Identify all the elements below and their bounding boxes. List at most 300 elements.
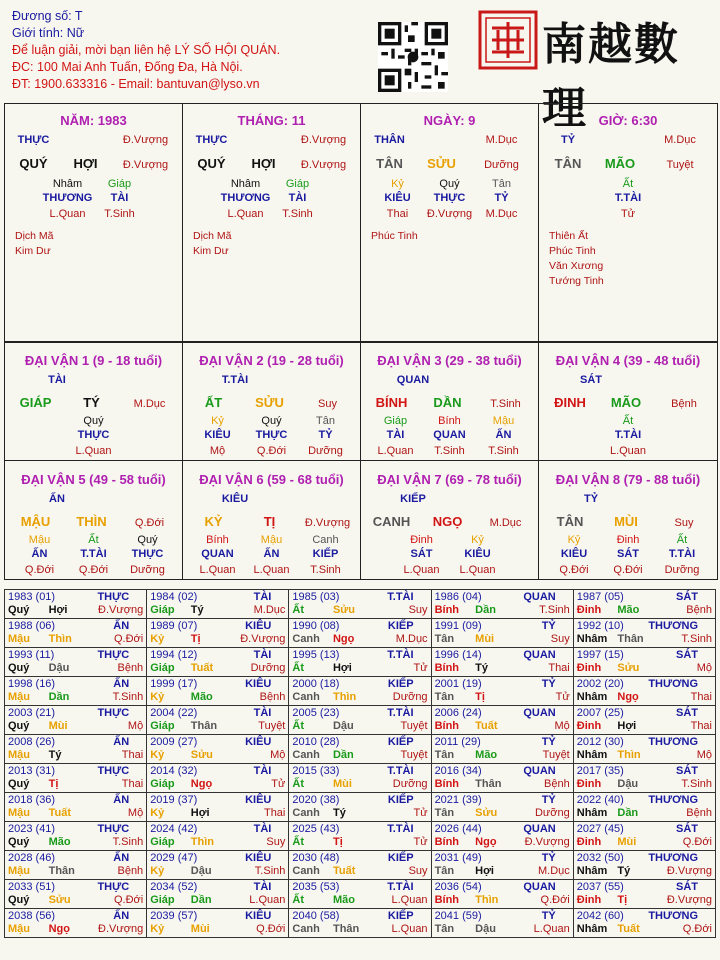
year-cell xyxy=(5,764,147,793)
year-label: 2021 (39) xyxy=(434,794,482,806)
cell-row xyxy=(539,156,717,171)
year-label: 2031 (49) xyxy=(434,852,482,864)
year-cell xyxy=(431,822,573,851)
branch-state: Tuyệt xyxy=(666,159,694,171)
year-state: Thai xyxy=(121,778,144,790)
year-state: T.Sinh xyxy=(112,691,144,703)
year-label: 2018 (36) xyxy=(8,794,56,806)
year-state: Bệnh xyxy=(117,662,144,674)
dai-van-god: SÁT xyxy=(580,374,602,386)
cell-row xyxy=(361,208,538,220)
year-branch: Tị xyxy=(475,691,485,703)
year-line xyxy=(150,736,285,749)
year-stem: Canh xyxy=(292,749,320,761)
year-state: Bệnh xyxy=(544,778,570,790)
dai-van-cell xyxy=(539,341,717,460)
year-branch: Hợi xyxy=(617,720,637,732)
year-stem-branch xyxy=(150,691,285,704)
earthly-branch: HỢI xyxy=(73,156,98,171)
year-stem: Mậu xyxy=(8,691,30,703)
year-label: 1983 (01) xyxy=(8,591,56,603)
year-stem-branch xyxy=(8,778,143,791)
year-line xyxy=(435,591,570,604)
table-row xyxy=(5,764,716,793)
table-row xyxy=(5,590,716,619)
year-god: T.TÀI xyxy=(387,591,414,603)
cell-row xyxy=(5,395,182,410)
year-line xyxy=(150,852,285,865)
cell-row xyxy=(539,134,717,146)
year-god: T.TÀI xyxy=(387,765,414,777)
year-cell xyxy=(289,648,431,677)
year-stem: Nhâm xyxy=(576,923,608,935)
year-branch: Mão xyxy=(617,604,640,616)
year-god: TÀI xyxy=(253,881,272,893)
year-cell xyxy=(5,822,147,851)
year-stem-branch xyxy=(577,691,712,704)
year-god: THỰC xyxy=(97,707,130,719)
year-stem: Canh xyxy=(292,691,320,703)
hidden-stem: Ất xyxy=(88,534,99,546)
year-line xyxy=(8,707,143,720)
year-stem: Tân xyxy=(434,865,455,877)
year-stem-branch xyxy=(435,923,570,936)
hidden-god: T.TÀI xyxy=(614,192,642,204)
year-branch: Thân xyxy=(332,923,360,935)
can-state: M.Dục xyxy=(485,134,518,146)
hidden-god: TÀI xyxy=(288,192,307,204)
year-stem: Nhâm xyxy=(576,691,608,703)
year-god: THƯƠNG xyxy=(648,794,698,806)
cell-row xyxy=(539,445,717,457)
year-god: SÁT xyxy=(676,591,698,603)
cell-row xyxy=(539,548,717,560)
year-line xyxy=(577,881,712,894)
year-stem: Đinh xyxy=(576,836,602,848)
hidden-state: Dưỡng xyxy=(130,564,165,576)
year-stem-branch xyxy=(435,865,570,878)
year-god: KIÊU xyxy=(245,794,272,806)
table-row xyxy=(5,909,716,938)
year-god: KIÊU xyxy=(245,620,272,632)
hidden-god: T.TÀI xyxy=(614,429,642,441)
year-state: T.Sinh xyxy=(681,778,712,790)
year-stem: Quý xyxy=(8,604,30,616)
year-god: KIÊU xyxy=(245,736,272,748)
year-state: M.Dục xyxy=(395,633,428,645)
hidden-state: L.Quan xyxy=(75,445,112,457)
seal-logo-icon xyxy=(478,10,538,70)
year-line xyxy=(150,765,285,778)
star-label: Phúc Tinh xyxy=(371,230,418,242)
year-stem: Đinh xyxy=(576,894,602,906)
year-line xyxy=(8,852,143,865)
year-stem-branch xyxy=(150,778,285,791)
earthly-branch: THÌN xyxy=(76,514,107,529)
year-label: 2038 (56) xyxy=(8,910,56,922)
dai-van-title: ĐẠI VẬN 6 (59 - 68 tuổi) xyxy=(199,472,344,487)
year-line xyxy=(577,707,712,720)
table-row xyxy=(5,677,716,706)
year-branch: Mão xyxy=(332,894,355,906)
year-cell xyxy=(573,619,715,648)
year-stem: Mậu xyxy=(8,923,30,935)
year-stem-branch xyxy=(150,662,285,675)
year-state: Bệnh xyxy=(117,865,144,877)
year-god: KIÊU xyxy=(245,910,272,922)
year-stem-branch xyxy=(8,807,143,820)
year-branch: Ngọ xyxy=(190,778,213,790)
cell-row xyxy=(361,192,538,204)
hidden-god: THƯƠNG xyxy=(220,192,271,204)
year-stem-branch xyxy=(292,778,427,791)
year-branch: Tuất xyxy=(475,720,498,732)
year-label: 2026 (44) xyxy=(434,823,482,835)
year-label: 2027 (45) xyxy=(576,823,624,835)
hidden-stem: Giáp xyxy=(383,415,408,427)
year-cell xyxy=(5,706,147,735)
hidden-stem: Nhâm xyxy=(230,178,261,190)
year-line xyxy=(577,620,712,633)
year-cell xyxy=(573,764,715,793)
branch-state: Bệnh xyxy=(671,398,697,410)
hidden-state: Đ.Vượng xyxy=(426,208,473,220)
earthly-branch: TỊ xyxy=(263,514,276,529)
year-label: 2020 (38) xyxy=(292,794,340,806)
owner-line: Đương số: T xyxy=(12,9,83,23)
earthly-branch: MÙI xyxy=(614,514,638,529)
year-state: Tử xyxy=(555,691,570,703)
year-line xyxy=(577,910,712,923)
year-stem: Quý xyxy=(8,894,30,906)
year-state: T.Sinh xyxy=(254,865,286,877)
year-god: THỰC xyxy=(97,591,130,603)
hidden-god: QUAN xyxy=(433,429,466,441)
hidden-stem: Mậu xyxy=(260,534,283,546)
year-line xyxy=(577,852,712,865)
year-label: 1986 (04) xyxy=(434,591,482,603)
year-label: 2005 (23) xyxy=(292,707,340,719)
hidden-god: T.TÀI xyxy=(668,548,696,560)
year-stem-branch xyxy=(292,749,427,762)
year-cell xyxy=(5,677,147,706)
year-cell xyxy=(289,851,431,880)
year-state: Tuyệt xyxy=(542,749,570,761)
year-stem-branch xyxy=(435,778,570,791)
year-god: T.TÀI xyxy=(387,823,414,835)
year-stem: Canh xyxy=(292,633,320,645)
year-state: Đ.Vượng xyxy=(98,604,144,616)
year-cell xyxy=(5,909,147,938)
heavenly-stem: ĐINH xyxy=(554,395,586,410)
cell-row xyxy=(183,208,360,220)
year-branch: Thìn xyxy=(475,894,499,906)
can-state: Đ.Vượng xyxy=(300,134,347,146)
year-state: Bệnh xyxy=(686,807,712,819)
year-stem: Tân xyxy=(434,923,455,935)
year-cell xyxy=(431,619,573,648)
year-label: 1997 (15) xyxy=(576,649,624,661)
year-god: QUAN xyxy=(523,649,556,661)
year-god: TÀI xyxy=(253,707,272,719)
year-label: 1998 (16) xyxy=(8,678,56,690)
earthly-branch: MÃO xyxy=(610,395,642,410)
hidden-god: QUAN xyxy=(201,548,234,560)
year-stem: Kỷ xyxy=(150,865,165,877)
year-label: 2019 (37) xyxy=(150,794,198,806)
year-cell xyxy=(5,793,147,822)
year-line xyxy=(8,910,143,923)
year-cell xyxy=(147,706,289,735)
year-stem: Đinh xyxy=(576,778,602,790)
year-god: ẤN xyxy=(113,736,130,748)
year-label: 1996 (14) xyxy=(434,649,482,661)
cell-row xyxy=(361,156,538,171)
year-stem: Kỷ xyxy=(150,807,165,819)
star-label: Kim Dư xyxy=(193,245,229,257)
year-cell xyxy=(289,619,431,648)
contact-line: Để luận giải, mời bạn liên hệ LÝ SỐ HỘI QUÁN. xyxy=(12,43,281,57)
hidden-god: SÁT xyxy=(617,548,639,560)
branch-state: Q.Đới xyxy=(134,517,165,529)
year-state: Thai xyxy=(690,691,712,703)
year-stem: Canh xyxy=(292,923,320,935)
year-label: 2002 (20) xyxy=(576,678,624,690)
hidden-stem: Ất xyxy=(676,534,688,546)
branch-state: T.Sinh xyxy=(490,398,521,410)
year-state: Đ.Vượng xyxy=(98,923,144,935)
year-label: 2017 (35) xyxy=(576,765,624,777)
cell-row xyxy=(539,564,717,576)
year-cell xyxy=(147,677,289,706)
year-label: 2024 (42) xyxy=(150,823,198,835)
dai-van-title: ĐẠI VẬN 2 (19 - 28 tuổi) xyxy=(199,353,344,368)
heavenly-stem: KỶ xyxy=(204,514,223,529)
year-cell xyxy=(5,851,147,880)
cell-row xyxy=(183,429,360,441)
year-label: 1987 (05) xyxy=(576,591,624,603)
star-label: Phúc Tinh xyxy=(549,245,596,257)
year-state: Suy xyxy=(408,865,428,877)
year-state: L.Quan xyxy=(391,894,428,906)
year-stem-branch xyxy=(8,633,143,646)
pillar-title: NĂM: 1983 xyxy=(60,113,127,128)
hidden-stem: Canh xyxy=(312,534,339,546)
cell-row xyxy=(5,156,182,171)
year-state: Dưỡng xyxy=(392,778,428,790)
year-stem: Giáp xyxy=(150,894,175,906)
year-branch: Ngọ xyxy=(617,691,639,703)
hidden-state: M.Dục xyxy=(485,208,518,220)
heavenly-stem: TÂN xyxy=(554,156,582,171)
year-stem: Ất xyxy=(292,662,304,674)
year-label: 2000 (18) xyxy=(292,678,340,690)
year-label: 2032 (50) xyxy=(576,852,624,864)
year-state: M.Dục xyxy=(253,604,286,616)
year-god: KIÊU xyxy=(245,678,272,690)
year-branch: Tuất xyxy=(190,662,214,674)
hidden-stem: Kỷ xyxy=(567,534,581,546)
dai-van-panel xyxy=(4,341,718,580)
year-state: Q.Đới xyxy=(540,894,570,906)
year-god: SÁT xyxy=(676,707,698,719)
year-stem: Mậu xyxy=(8,807,30,819)
year-branch: Mùi xyxy=(48,720,68,732)
year-line xyxy=(577,678,712,691)
cell-row xyxy=(361,415,538,427)
earthly-branch: SỬU xyxy=(255,395,284,410)
year-branch: Thìn xyxy=(617,749,641,761)
hidden-god: ẤN xyxy=(31,548,48,560)
year-label: 1994 (12) xyxy=(150,649,198,661)
year-label: 2012 (30) xyxy=(576,736,624,748)
cell-row xyxy=(361,178,538,190)
year-state: Dưỡng xyxy=(534,807,570,819)
year-cell xyxy=(147,793,289,822)
year-line xyxy=(8,620,143,633)
year-stem: Kỷ xyxy=(150,633,165,645)
year-god: KIẾP xyxy=(387,678,414,690)
year-label: 2035 (53) xyxy=(292,881,340,893)
year-stem-branch xyxy=(150,604,285,617)
hidden-god: TỶ xyxy=(494,192,509,204)
cell-row xyxy=(5,192,182,204)
year-line xyxy=(435,910,570,923)
four-pillars-panel xyxy=(4,103,718,343)
year-stem-branch xyxy=(8,662,143,675)
year-label: 1985 (03) xyxy=(292,591,340,603)
year-stem-branch xyxy=(292,604,427,617)
year-branch: Tị xyxy=(332,836,343,848)
year-cell xyxy=(431,677,573,706)
year-god: SÁT xyxy=(676,765,698,777)
year-god: KIẾP xyxy=(387,736,414,748)
year-state: Thai xyxy=(548,662,570,674)
year-cell xyxy=(431,764,573,793)
dai-van-title: ĐẠI VẬN 1 (9 - 18 tuổi) xyxy=(24,353,163,368)
cell-row xyxy=(361,395,538,410)
year-line xyxy=(292,823,427,836)
year-branch: Hợi xyxy=(475,865,494,877)
year-god: KIÊU xyxy=(245,852,272,864)
year-stem: Tân xyxy=(434,749,455,761)
year-line xyxy=(292,620,427,633)
hidden-god: KIÊU xyxy=(464,548,491,560)
year-stem: Tân xyxy=(434,807,455,819)
year-cell xyxy=(431,880,573,909)
year-line xyxy=(292,707,427,720)
year-branch: Hợi xyxy=(48,604,68,616)
year-stem: Canh xyxy=(292,807,320,819)
year-label: 2007 (25) xyxy=(576,707,624,719)
year-cell xyxy=(573,909,715,938)
year-state: Thai xyxy=(263,807,286,819)
heavenly-stem: GIÁP xyxy=(19,395,52,410)
dai-van-god: T.TÀI xyxy=(221,374,249,386)
cell-row xyxy=(183,134,360,146)
hidden-stem: Giáp xyxy=(107,178,132,190)
hidden-stem: Giáp xyxy=(285,178,310,190)
cell-row xyxy=(361,134,538,146)
hidden-state: Q.Đới xyxy=(78,564,109,576)
year-god: THỰC xyxy=(97,649,130,661)
year-cell xyxy=(431,706,573,735)
dai-van-title: ĐẠI VẬN 3 (29 - 38 tuổi) xyxy=(377,353,522,368)
pillar-month xyxy=(183,104,361,342)
year-god: TỶ xyxy=(541,852,556,864)
year-god: TÀI xyxy=(253,765,272,777)
hidden-stem: Mậu xyxy=(492,415,515,427)
year-stem-branch xyxy=(150,894,285,907)
branch-state: M.Dục xyxy=(489,517,522,529)
year-line xyxy=(292,649,427,662)
year-stem: Quý xyxy=(8,778,30,790)
year-god: KIẾP xyxy=(387,910,414,922)
hidden-state: Tử xyxy=(620,208,636,220)
year-cell xyxy=(147,735,289,764)
year-god: THỰC xyxy=(97,765,130,777)
hidden-stem: Đinh xyxy=(616,534,640,546)
year-line xyxy=(577,591,712,604)
year-line xyxy=(435,794,570,807)
cell-row xyxy=(183,192,360,204)
year-label: 2036 (54) xyxy=(434,881,482,893)
year-line xyxy=(435,649,570,662)
brand-title: 南越數理 xyxy=(542,19,680,134)
year-stem: Mậu xyxy=(8,633,30,645)
hidden-state: Q.Đới xyxy=(24,564,55,576)
cell-row xyxy=(539,429,717,441)
year-state: Suy xyxy=(266,836,286,848)
year-line xyxy=(435,707,570,720)
heavenly-stem: CANH xyxy=(372,514,411,529)
year-cell xyxy=(431,851,573,880)
year-branch: Ngọ xyxy=(48,923,70,935)
year-state: Đ.Vượng xyxy=(666,865,712,877)
hidden-god: KIÊU xyxy=(560,548,588,560)
table-row xyxy=(5,648,716,677)
year-label: 1995 (13) xyxy=(292,649,340,661)
year-stem-branch xyxy=(292,865,427,878)
year-god: QUAN xyxy=(523,707,556,719)
year-state: Tuyệt xyxy=(400,720,428,732)
hidden-god: T.TÀI xyxy=(80,548,107,560)
dai-van-cell xyxy=(183,341,361,460)
year-state: Tử xyxy=(271,778,286,790)
year-stem-branch xyxy=(8,923,143,936)
year-branch: Tị xyxy=(48,778,59,790)
branch-state: Suy xyxy=(674,517,694,529)
star-label: Dịch Mã xyxy=(15,230,54,242)
year-state: Bệnh xyxy=(259,691,286,703)
cell-row xyxy=(361,445,538,457)
year-god: TỶ xyxy=(541,794,556,806)
cell-row xyxy=(5,564,182,576)
year-cell xyxy=(289,793,431,822)
year-stem-branch xyxy=(435,604,570,617)
year-state: L.Quan xyxy=(533,923,570,935)
hidden-stem: Quý xyxy=(137,534,158,546)
year-line xyxy=(8,649,143,662)
year-stem-branch xyxy=(435,633,570,646)
cell-row xyxy=(5,514,182,529)
year-branch: Tý xyxy=(617,865,631,877)
year-branch: Mùi xyxy=(190,923,210,935)
year-stem: Giáp xyxy=(150,720,175,732)
year-label: 2008 (26) xyxy=(8,736,56,748)
cell-row xyxy=(183,445,360,457)
year-stem: Nhâm xyxy=(576,749,608,761)
